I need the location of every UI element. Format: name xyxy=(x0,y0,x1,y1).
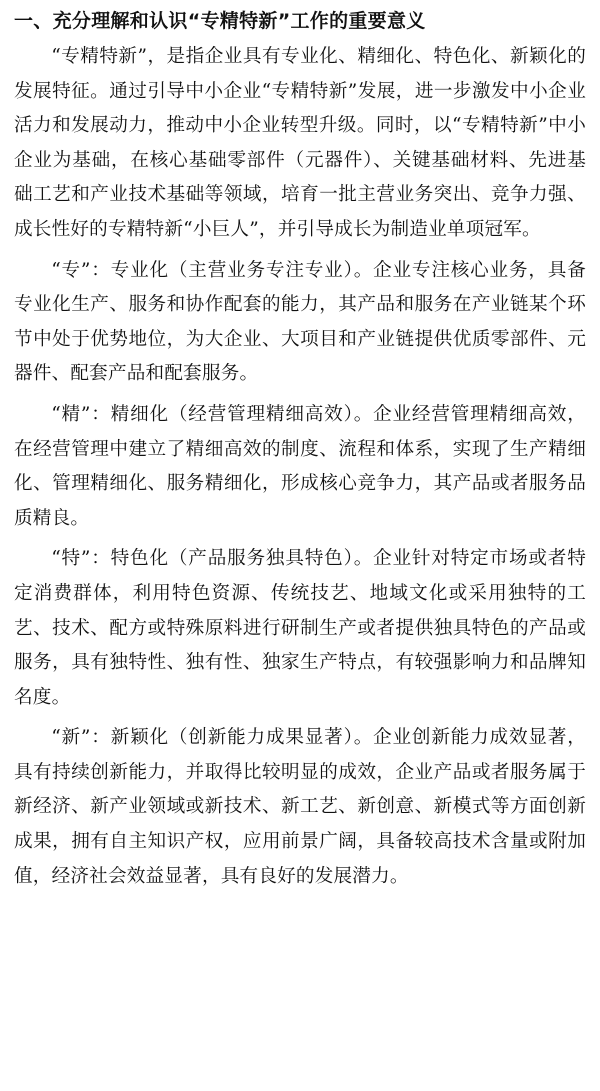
paragraph-novelty: “新”：新颖化（创新能力成果显著）。企业创新能力成效显著，具有持续创新能力，并取得比较明显的成效，企业产品或者服务属于新经济、新产业领域或新技术、新工艺、新创意、新模式等方面创新成果，拥有自主知识产权，应用前景广阔，具备较高技术含量或附加值，经济社会效益显著，具有良好的发展潜力。 xyxy=(14,727,586,887)
paragraph-refinement: “精”：精细化（经营管理精细高效）。企业经营管理精细高效，在经营管理中建立了精细高效的制度、流程和体系，实现了生产精细化、管理精细化、服务精细化，形成核心竞争力，其产品或者服务品质精良。 xyxy=(14,403,586,529)
paragraph-specialization: “专”：专业化（主营业务专注专业）。企业专注核心业务，具备专业化生产、服务和协作配套的能力，其产品和服务在产业链某个环节中处于优势地位，为大企业、大项目和产业链提供优质零部件、元器件、配套产品和配套服务。 xyxy=(14,259,586,385)
paragraph-characteristic: “特”：特色化（产品服务独具特色）。企业针对特定市场或者特定消费群体，利用特色资源、传统技艺、地域文化或采用独特的工艺、技术、配方或特殊原料进行研制生产或者提供独具特色的产品或服务，具有独特性、独有性、独家生产特点，有较强影响力和品牌知名度。 xyxy=(14,548,586,708)
section-heading: 一、充分理解和认识“专精特新”工作的重要意义 xyxy=(14,10,426,32)
paragraph-definition: “专精特新”，是指企业具有专业化、精细化、特色化、新颖化的发展特征。通过引导中小企业“专精特新”发展，进一步激发中小企业活力和发展动力，推动中小企业转型升级。同时，以“专精特新”中小企业为基础，在核心基础零部件（元器件）、关键基础材料、先进基础工艺和产业技术基础等领域，培育一批主营业务突出、竞争力强、成长性好的专精特新“小巨人”，并引导成长为制造业单项冠军。 xyxy=(14,46,587,240)
